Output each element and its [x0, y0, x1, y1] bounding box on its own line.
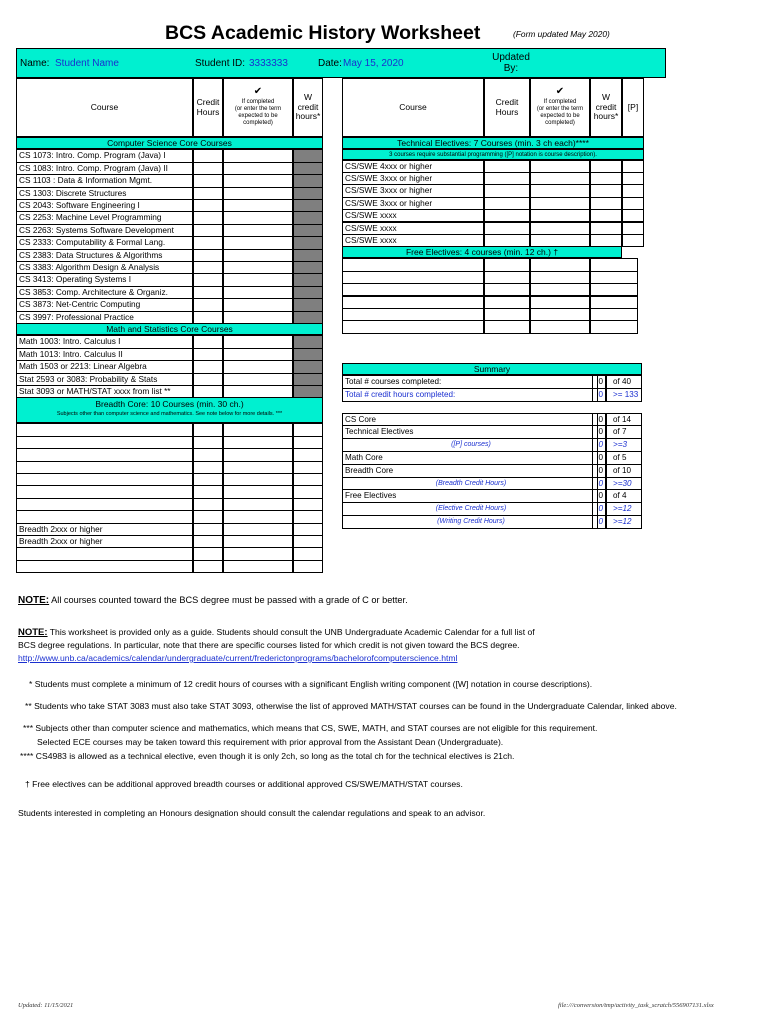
term-cell[interactable] — [530, 283, 590, 296]
note-guide-text-2: BCS degree regulations. In particular, note that there are specific courses listed for which credit is not given toward the BCS degree. — [18, 640, 520, 650]
completed-column-header — [223, 78, 293, 137]
credit-hours-cell[interactable] — [484, 160, 530, 173]
credit-hours-cell[interactable] — [193, 273, 223, 286]
credit-hours-cell[interactable] — [193, 211, 223, 224]
course-name-cell — [16, 423, 193, 436]
course-name-cell: CS/SWE xxxx — [342, 222, 484, 235]
summary-label: Math Core — [342, 451, 598, 465]
free-elective-course-cell — [342, 320, 484, 333]
term-cell[interactable] — [223, 510, 293, 523]
course-name-cell: CS 1303: Discrete Structures — [16, 187, 193, 200]
term-cell[interactable] — [530, 222, 590, 235]
term-cell[interactable] — [223, 473, 293, 486]
credit-hours-cell[interactable] — [193, 448, 223, 461]
w-credit-cell[interactable] — [293, 261, 323, 274]
credit-column-header: Credit Hours — [484, 78, 530, 137]
summary-target: of 4 — [606, 489, 642, 503]
date-field[interactable]: May 15, 2020 — [343, 58, 404, 69]
credit-hours-cell[interactable] — [193, 385, 223, 398]
term-cell[interactable] — [223, 249, 293, 262]
w-credit-cell[interactable] — [293, 187, 323, 200]
course-name-cell — [16, 510, 193, 523]
credit-hours-cell[interactable] — [193, 423, 223, 436]
credit-hours-cell[interactable] — [484, 234, 530, 247]
term-cell[interactable] — [223, 535, 293, 548]
term-cell[interactable] — [223, 286, 293, 299]
summary-value: 0 — [592, 413, 606, 427]
free-elective-course-cell — [342, 258, 484, 271]
course-name-cell: Stat 3093 or MATH/STAT xxxx from list ** — [16, 385, 193, 398]
free-elective-course-cell — [342, 308, 484, 321]
w-credit-cell[interactable] — [590, 271, 638, 284]
credit-hours-cell[interactable] — [193, 162, 223, 175]
summary-label: Total # courses completed: — [342, 375, 598, 389]
footnote-stat: ** Students who take STAT 3083 must also take STAT 3093, otherwise the list of approved MATH/STAT courses can be found in the Undergraduate Calendar, linked above. — [25, 701, 677, 711]
credit-hours-cell[interactable] — [484, 296, 530, 309]
free-elective-course-cell — [342, 271, 484, 284]
credit-hours-cell[interactable] — [193, 174, 223, 187]
w-credit-cell[interactable] — [590, 296, 638, 309]
term-cell[interactable] — [223, 385, 293, 398]
term-cell[interactable] — [223, 547, 293, 560]
completed-header-line: If completed — [241, 99, 275, 105]
summary-target: >=12 — [606, 502, 642, 516]
term-cell[interactable] — [223, 436, 293, 449]
w-credit-cell[interactable] — [293, 224, 323, 237]
credit-hours-cell[interactable] — [193, 485, 223, 498]
course-column-header: Course — [342, 78, 484, 137]
summary-target: of 7 — [606, 425, 642, 439]
credit-hours-cell[interactable] — [484, 172, 530, 185]
term-cell[interactable] — [223, 211, 293, 224]
completed-header-line: expected to be — [540, 113, 580, 119]
credit-hours-cell[interactable] — [193, 286, 223, 299]
course-name-cell — [16, 560, 193, 573]
course-name-cell: CS 3413: Operating Systems I — [16, 273, 193, 286]
w-credit-cell[interactable] — [293, 236, 323, 249]
credit-hours-cell[interactable] — [193, 510, 223, 523]
w-credit-cell[interactable] — [293, 448, 323, 461]
w-credit-cell[interactable] — [293, 485, 323, 498]
w-credit-cell[interactable] — [293, 211, 323, 224]
term-cell[interactable] — [223, 261, 293, 274]
summary-label: Technical Electives — [342, 425, 598, 439]
credit-hours-cell[interactable] — [193, 498, 223, 511]
course-name-cell — [16, 498, 193, 511]
term-cell[interactable] — [223, 423, 293, 436]
summary-label: (Elective Credit Hours) — [342, 502, 598, 516]
course-name-cell: CS 3873: Net-Centric Computing — [16, 298, 193, 311]
w-credit-cell[interactable] — [293, 523, 323, 536]
credit-hours-cell[interactable] — [193, 199, 223, 212]
summary-value: 0 — [592, 451, 606, 465]
technical-electives-subtitle: 3 courses require substantial programming ([P] notation is course description). — [342, 149, 644, 160]
credit-hours-cell[interactable] — [193, 436, 223, 449]
w-credit-cell[interactable] — [293, 560, 323, 573]
summary-value: 0 — [592, 515, 606, 529]
w-credit-cell[interactable] — [293, 423, 323, 436]
cs-core-section-title: Computer Science Core Courses — [16, 137, 323, 149]
course-name-cell: CS/SWE xxxx — [342, 234, 484, 247]
free-elective-course-cell — [342, 296, 484, 309]
w-credit-cell[interactable] — [293, 149, 323, 162]
w-credit-cell[interactable] — [293, 535, 323, 548]
p-cell[interactable] — [622, 184, 644, 197]
footer-updated: Updated: 11/15/2021 — [18, 1002, 74, 1009]
p-cell[interactable] — [622, 222, 644, 235]
completed-header-line: completed) — [243, 120, 273, 126]
course-name-cell: CS 2253: Machine Level Programming — [16, 211, 193, 224]
credit-hours-cell[interactable] — [484, 184, 530, 197]
term-cell[interactable] — [223, 236, 293, 249]
completed-header-line: completed) — [545, 120, 575, 126]
w-credit-cell[interactable] — [293, 311, 323, 324]
summary-target: of 14 — [606, 413, 642, 427]
course-name-cell — [16, 473, 193, 486]
summary-target: of 40 — [606, 375, 642, 389]
credit-hours-cell[interactable] — [484, 209, 530, 222]
course-name-cell: Math 1013: Intro. Calculus II — [16, 348, 193, 361]
credit-hours-cell[interactable] — [193, 473, 223, 486]
credit-column-header: Credit Hours — [193, 78, 223, 137]
summary-target: of 5 — [606, 451, 642, 465]
name-label: Name: — [20, 58, 50, 69]
completed-header-line: (or enter the term — [234, 106, 282, 112]
summary-value: 0 — [592, 425, 606, 439]
credit-hours-cell[interactable] — [484, 271, 530, 284]
w-credit-cell[interactable] — [590, 222, 622, 235]
term-cell[interactable] — [530, 197, 590, 210]
student-name-field[interactable]: Student Name — [55, 58, 119, 69]
term-cell[interactable] — [223, 485, 293, 498]
footnote-free-electives: † Free electives can be additional approved breadth courses or additional approved CS/SWE/MATH/STAT courses. — [25, 779, 463, 789]
credit-hours-cell[interactable] — [484, 258, 530, 271]
w-credit-cell[interactable] — [293, 510, 323, 523]
credit-hours-cell[interactable] — [193, 547, 223, 560]
summary-value: 0 — [592, 464, 606, 478]
student-id-label: Student ID: — [195, 58, 246, 69]
credit-hours-cell[interactable] — [193, 224, 223, 237]
course-name-cell: Breadth 2xxx or higher — [16, 535, 193, 548]
credit-hours-cell[interactable] — [193, 523, 223, 536]
summary-title: Summary — [342, 363, 642, 375]
note-grade-text: All courses counted toward the BCS degree must be passed with a grade of C or better. — [51, 595, 408, 605]
credit-hours-cell[interactable] — [193, 261, 223, 274]
term-cell[interactable] — [223, 298, 293, 311]
credit-hours-cell[interactable] — [484, 222, 530, 235]
p-cell[interactable] — [622, 234, 644, 247]
free-electives-section-title: Free Electives: 4 courses (min. 12 ch.) † — [342, 246, 622, 258]
note-label: NOTE: — [18, 627, 48, 638]
course-name-cell: CS 2383: Data Structures & Algorithms — [16, 249, 193, 262]
term-cell[interactable] — [223, 224, 293, 237]
summary-label: Free Electives — [342, 489, 598, 503]
credit-hours-cell[interactable] — [193, 149, 223, 162]
w-credit-cell[interactable] — [590, 234, 622, 247]
credit-hours-cell[interactable] — [193, 348, 223, 361]
form-updated-note: (Form updated May 2020) — [513, 29, 610, 39]
term-cell[interactable] — [530, 234, 590, 247]
term-cell[interactable] — [223, 162, 293, 175]
summary-value: 0 — [592, 388, 606, 402]
summary-target: >=3 — [606, 438, 642, 452]
footer-file-path: file:///conversion/tmp/activity_task_scratch/556907131.xlsx — [558, 1002, 714, 1009]
summary-label: Breadth Core — [342, 464, 598, 478]
w-credit-cell[interactable] — [293, 461, 323, 474]
term-cell[interactable] — [223, 373, 293, 386]
course-name-cell: Math 1503 or 2213: Linear Algebra — [16, 360, 193, 373]
term-cell[interactable] — [223, 174, 293, 187]
term-cell[interactable] — [223, 448, 293, 461]
summary-target: of 10 — [606, 464, 642, 478]
course-name-cell — [16, 448, 193, 461]
term-cell[interactable] — [223, 199, 293, 212]
course-name-cell: CS 1103 : Data & Information Mgmt. — [16, 174, 193, 187]
completed-column-header — [530, 78, 590, 137]
credit-hours-cell[interactable] — [193, 311, 223, 324]
course-column-header: Course — [16, 78, 193, 137]
course-name-cell: CS 2043: Software Engineering I — [16, 199, 193, 212]
course-name-cell: CS 2333: Computability & Formal Lang. — [16, 236, 193, 249]
course-name-cell: CS 3383: Algorithm Design & Analysis — [16, 261, 193, 274]
p-cell[interactable] — [622, 160, 644, 173]
course-name-cell: CS 3997: Professional Practice — [16, 311, 193, 324]
credit-hours-cell[interactable] — [193, 461, 223, 474]
course-name-cell — [16, 436, 193, 449]
breadth-subtitle: Subjects other than computer science and mathematics. See note below for more details. *** — [56, 411, 283, 418]
p-cell[interactable] — [622, 172, 644, 185]
p-column-header: [P] — [622, 78, 644, 137]
credit-hours-cell[interactable] — [193, 535, 223, 548]
course-name-cell: CS 1073: Intro. Comp. Program (Java) I — [16, 149, 193, 162]
term-cell[interactable] — [530, 271, 590, 284]
course-name-cell: CS 1083: Intro. Comp. Program (Java) II — [16, 162, 193, 175]
credit-hours-cell[interactable] — [193, 249, 223, 262]
term-cell[interactable] — [530, 320, 590, 333]
honours-note: Students interested in completing an Honours designation should consult the calendar regulations and speak to an advisor. — [18, 808, 486, 818]
term-cell[interactable] — [223, 149, 293, 162]
completed-header-line: expected to be — [238, 113, 278, 119]
checkmark-icon: ✔ — [253, 86, 263, 97]
course-name-cell: CS/SWE 3xxx or higher — [342, 184, 484, 197]
w-column-header: W credit hours* — [590, 78, 622, 137]
w-credit-cell[interactable] — [293, 436, 323, 449]
w-credit-cell[interactable] — [293, 385, 323, 398]
summary-value: 0 — [592, 477, 606, 491]
w-column-header: W credit hours* — [293, 78, 323, 137]
w-credit-cell[interactable] — [293, 360, 323, 373]
term-cell[interactable] — [530, 296, 590, 309]
course-name-cell: CS/SWE 3xxx or higher — [342, 172, 484, 185]
w-credit-cell[interactable] — [590, 258, 638, 271]
free-elective-course-cell — [342, 283, 484, 296]
summary-value: 0 — [592, 375, 606, 389]
w-credit-cell[interactable] — [293, 373, 323, 386]
note-guide — [18, 627, 535, 638]
term-cell[interactable] — [223, 498, 293, 511]
w-credit-cell[interactable] — [293, 273, 323, 286]
w-credit-cell[interactable] — [293, 298, 323, 311]
summary-target: >=30 — [606, 477, 642, 491]
w-credit-cell[interactable] — [590, 320, 638, 333]
credit-hours-cell[interactable] — [193, 560, 223, 573]
completed-header-line: (or enter the term — [536, 106, 584, 112]
term-cell[interactable] — [530, 184, 590, 197]
credit-hours-cell[interactable] — [484, 197, 530, 210]
course-name-cell: Math 1003: Intro. Calculus I — [16, 335, 193, 348]
w-credit-cell[interactable] — [293, 547, 323, 560]
student-id-field[interactable]: 3333333 — [249, 58, 288, 69]
term-cell[interactable] — [223, 348, 293, 361]
term-cell[interactable] — [223, 273, 293, 286]
credit-hours-cell[interactable] — [193, 187, 223, 200]
credit-hours-cell[interactable] — [484, 308, 530, 321]
summary-target: >=12 — [606, 515, 642, 529]
w-credit-cell[interactable] — [293, 162, 323, 175]
w-credit-cell[interactable] — [590, 209, 622, 222]
credit-hours-cell[interactable] — [484, 283, 530, 296]
note-label: NOTE: — [18, 595, 50, 606]
w-credit-cell[interactable] — [293, 286, 323, 299]
w-credit-cell[interactable] — [293, 249, 323, 262]
term-cell[interactable] — [223, 560, 293, 573]
note-guide-text-1: This worksheet is provided only as a guide. Students should consult the UNB Undergraduate Academic Calendar for a full list of — [49, 627, 535, 637]
course-name-cell — [16, 461, 193, 474]
date-label: Date: — [318, 58, 342, 69]
course-name-cell — [16, 547, 193, 560]
w-credit-cell[interactable] — [293, 348, 323, 361]
summary-label: (Writing Credit Hours) — [342, 515, 598, 529]
course-name-cell: CS/SWE xxxx — [342, 209, 484, 222]
breadth-core-section-title — [16, 397, 323, 423]
course-name-cell — [16, 485, 193, 498]
course-name-cell: CS 2263: Systems Software Development — [16, 224, 193, 237]
term-cell[interactable] — [223, 187, 293, 200]
term-cell[interactable] — [223, 461, 293, 474]
w-credit-cell[interactable] — [590, 197, 622, 210]
w-credit-cell[interactable] — [590, 160, 622, 173]
term-cell[interactable] — [530, 308, 590, 321]
p-cell[interactable] — [622, 197, 644, 210]
p-cell[interactable] — [622, 209, 644, 222]
term-cell[interactable] — [530, 172, 590, 185]
calendar-link[interactable]: http://www.unb.ca/academics/calendar/undergraduate/current/frederictonprograms/bachelorofcomputerscience.html — [18, 653, 458, 663]
w-credit-cell[interactable] — [590, 184, 622, 197]
credit-hours-cell[interactable] — [193, 360, 223, 373]
course-name-cell: Stat 2593 or 3083: Probability & Stats — [16, 373, 193, 386]
credit-hours-cell[interactable] — [193, 236, 223, 249]
checkmark-icon: ✔ — [555, 86, 565, 97]
w-credit-cell[interactable] — [293, 174, 323, 187]
completed-header-line: If completed — [543, 99, 577, 105]
term-cell[interactable] — [223, 311, 293, 324]
summary-label: ([P] courses) — [342, 438, 598, 452]
summary-value: 0 — [592, 502, 606, 516]
course-name-cell: Breadth 2xxx or higher — [16, 523, 193, 536]
w-credit-cell[interactable] — [590, 283, 638, 296]
credit-hours-cell[interactable] — [193, 373, 223, 386]
term-cell[interactable] — [223, 335, 293, 348]
summary-target: >= 133 — [606, 388, 642, 402]
note-grade — [18, 595, 408, 606]
summary-label: (Breadth Credit Hours) — [342, 477, 598, 491]
w-credit-cell[interactable] — [590, 172, 622, 185]
summary-value: 0 — [592, 489, 606, 503]
w-credit-cell[interactable] — [293, 335, 323, 348]
credit-hours-cell[interactable] — [193, 298, 223, 311]
term-cell[interactable] — [223, 523, 293, 536]
credit-hours-cell[interactable] — [484, 320, 530, 333]
math-core-section-title: Math and Statistics Core Courses — [16, 323, 323, 335]
summary-label: Total # credit hours completed: — [342, 388, 598, 402]
calendar-link-wrap — [18, 653, 457, 663]
term-cell[interactable] — [223, 360, 293, 373]
term-cell[interactable] — [530, 209, 590, 222]
course-name-cell: CS 3853: Comp. Architecture & Organiz. — [16, 286, 193, 299]
credit-hours-cell[interactable] — [193, 335, 223, 348]
w-credit-cell[interactable] — [293, 498, 323, 511]
technical-electives-section-title: Technical Electives: 7 Courses (min. 3 ch each)**** — [342, 137, 644, 149]
course-name-cell: CS/SWE 4xxx or higher — [342, 160, 484, 173]
footnote-ece: Selected ECE courses may be taken toward this requirement with prior approval from the Assistant Dean (Undergraduate). — [37, 737, 504, 747]
summary-label: CS Core — [342, 413, 598, 427]
footnote-breadth: *** Subjects other than computer science and mathematics, which means that CS, SWE, MATH, and STAT courses are not eligible for this requirement. — [23, 723, 598, 733]
updated-by-label: Updated By: — [492, 52, 530, 74]
footnote-writing: * Students must complete a minimum of 12 credit hours of courses with a significant English writing component ([W] notation in course descriptions). — [29, 679, 593, 689]
term-cell[interactable] — [530, 258, 590, 271]
w-credit-cell[interactable] — [293, 473, 323, 486]
page-title: BCS Academic History Worksheet — [165, 22, 481, 44]
footnote-cs4983: **** CS4983 is allowed as a technical elective, even though it is only 2ch, so long as the total ch for the technical electives is 21ch. — [20, 751, 515, 761]
w-credit-cell[interactable] — [293, 199, 323, 212]
student-info-header — [16, 48, 666, 78]
course-name-cell: CS/SWE 3xxx or higher — [342, 197, 484, 210]
w-credit-cell[interactable] — [590, 308, 638, 321]
breadth-title: Breadth Core: 10 Courses (min. 30 ch.) — [95, 399, 244, 410]
term-cell[interactable] — [530, 160, 590, 173]
summary-value: 0 — [592, 438, 606, 452]
